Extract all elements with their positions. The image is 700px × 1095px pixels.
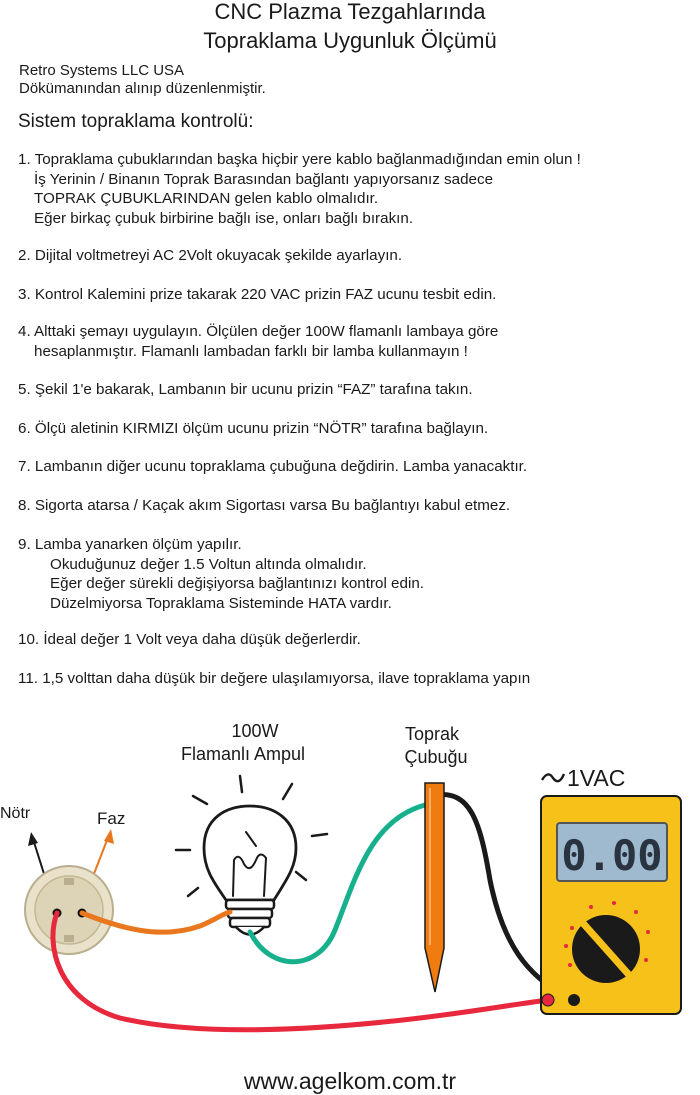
red-test-lead bbox=[53, 913, 548, 1030]
source-credit: Dökümanından alınıp düzenlenmiştir. bbox=[19, 80, 266, 97]
step-2 bbox=[18, 246, 402, 266]
light-bulb-icon bbox=[176, 776, 327, 935]
step-1 bbox=[18, 150, 581, 228]
wall-socket-icon bbox=[25, 866, 113, 954]
step-8 bbox=[18, 496, 510, 516]
step-line: TOPRAK ÇUBUKLARINDAN gelen kablo olmalıdır. bbox=[34, 190, 379, 207]
bulb-label-power: 100W bbox=[231, 721, 279, 741]
page-title-line-2: Topraklama Uygunluk Ölçümü bbox=[203, 28, 497, 53]
phase-label: Faz bbox=[97, 809, 126, 828]
step-line: Eğer değer sürekli değişiyorsa bağlantınızı kontrol edin. bbox=[50, 575, 424, 592]
step-line: 1. Topraklama çubuklarından başka hiçbir yere kablo bağlanmadığından emin olun ! bbox=[18, 151, 581, 168]
section-heading: Sistem topraklama kontrolü: bbox=[18, 111, 254, 132]
step-line: 3. Kontrol Kalemini prize takarak 220 VAC prizin FAZ ucunu tesbit edin. bbox=[18, 286, 497, 303]
multimeter-icon bbox=[541, 796, 681, 1014]
meter-range-label: 1VAC bbox=[567, 765, 626, 791]
rod-label-line-1: Toprak bbox=[404, 724, 460, 744]
wiring-diagram bbox=[0, 700, 700, 1060]
page-title-line-1: CNC Plazma Tezgahlarında bbox=[214, 0, 486, 24]
step-3 bbox=[18, 285, 496, 305]
step-line: 2. Dijital voltmetreyi AC 2Volt okuyacak şekilde ayarlayın. bbox=[18, 247, 403, 264]
ground-rod-icon bbox=[425, 783, 444, 992]
neutral-label: Nötr bbox=[0, 805, 31, 822]
step-5 bbox=[18, 380, 473, 400]
step-line: 10. İdeal değer 1 Volt veya daha düşük değerlerdir. bbox=[18, 631, 361, 648]
step-10 bbox=[18, 630, 361, 650]
step-line: 7. Lambanın diğer ucunu topraklama çubuğuna değdirin. Lamba yanacaktır. bbox=[18, 458, 528, 475]
source-note bbox=[19, 62, 266, 98]
ac-tilde-icon bbox=[542, 774, 564, 781]
step-line: Eğer birkaç çubuk birbirine bağlı ise, onları bağlı bırakın. bbox=[34, 209, 414, 227]
step-line: Okuduğunuz değer 1.5 Voltun altında olmalıdır. bbox=[50, 555, 367, 573]
source-company: Retro Systems LLC USA bbox=[19, 62, 185, 79]
footer-website: www.agelkom.com.tr bbox=[243, 1068, 457, 1094]
step-4 bbox=[18, 322, 498, 361]
step-6 bbox=[18, 419, 488, 439]
step-line: hesaplanmıştır. Flamanlı lambadan farklı bir lamba kullanmayın ! bbox=[34, 342, 468, 360]
step-line: İş Yerinin / Binanın Toprak Barasından bağlantı yapıyorsanız sadece bbox=[34, 170, 494, 188]
step-7 bbox=[18, 457, 527, 477]
step-line: 8. Sigorta atarsa / Kaçak akım Sigortası varsa Bu bağlantıyı kabul etmez. bbox=[18, 497, 511, 514]
step-line: 4. Alttaki şemayı uygulayın. Ölçülen değer 100W flamanlı lambaya göre bbox=[18, 323, 499, 340]
step-line: 9. Lamba yanarken ölçüm yapılır. bbox=[18, 536, 242, 553]
step-line: 5. Şekil 1'e bakarak, Lambanın bir ucunu prizin “FAZ” tarafına takın. bbox=[18, 381, 473, 398]
step-11 bbox=[18, 669, 530, 689]
meter-display-reading: 0.00 bbox=[561, 831, 663, 880]
bulb-label-type: Flamanlı Ampul bbox=[180, 744, 306, 764]
step-line: Düzelmiyorsa Topraklama Sisteminde HATA vardır. bbox=[50, 594, 392, 612]
step-line: 11. 1,5 volttan daha düşük bir değere ulaşılamıyorsa, ilave topraklama yapın bbox=[18, 670, 531, 687]
step-line: 6. Ölçü aletinin KIRMIZI ölçüm ucunu prizin “NÖTR” tarafına bağlayın. bbox=[18, 420, 489, 437]
step-9 bbox=[18, 535, 424, 613]
rod-label-line-2: Çubuğu bbox=[404, 747, 468, 767]
